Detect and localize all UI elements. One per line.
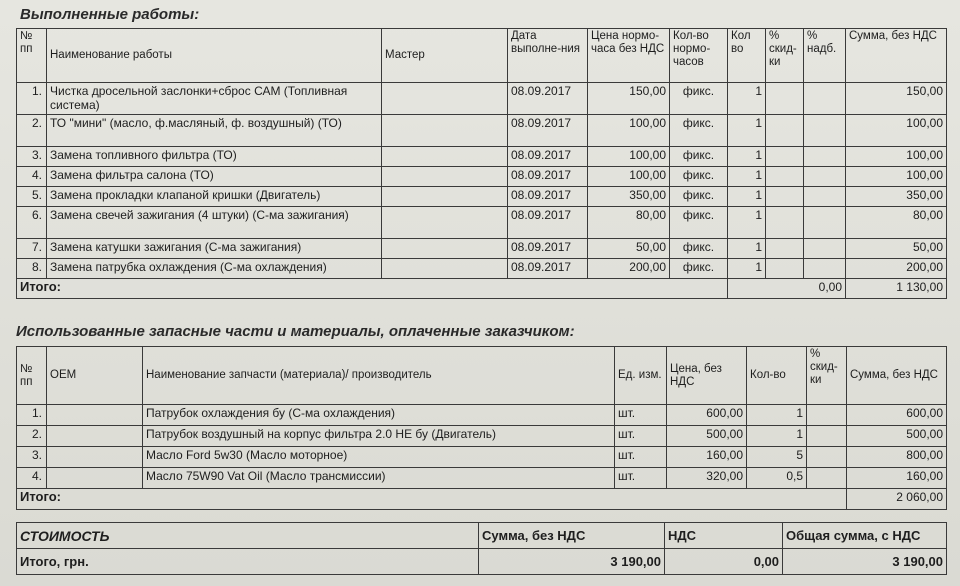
work-sum: 100,00 <box>846 115 947 147</box>
work-name: Замена свечей зажигания (4 штуки) (С-ма зажигания) <box>47 207 382 239</box>
works-table <box>16 28 947 299</box>
work-hours: фикс. <box>670 167 728 187</box>
row-number: 5. <box>17 187 47 207</box>
work-qty: 1 <box>728 147 766 167</box>
work-sum: 150,00 <box>846 83 947 115</box>
part-unit: шт. <box>615 447 667 468</box>
works-header-master: Мастер <box>382 29 508 83</box>
work-date: 08.09.2017 <box>508 239 588 259</box>
work-sum: 100,00 <box>846 147 947 167</box>
work-master <box>382 239 508 259</box>
cost-vat-header: НДС <box>665 523 783 549</box>
parts-total-sum: 2 060,00 <box>847 489 947 510</box>
row-number: 1. <box>17 405 47 426</box>
works-header-qty: Кол во <box>728 29 766 83</box>
part-price: 160,00 <box>667 447 747 468</box>
works-header-date: Дата выполне-ния <box>508 29 588 83</box>
part-qty: 5 <box>747 447 807 468</box>
work-price: 80,00 <box>588 207 670 239</box>
work-disc <box>766 167 804 187</box>
row-number: 3. <box>17 447 47 468</box>
work-sum: 50,00 <box>846 239 947 259</box>
parts-section-title: Использованные запасные части и материалы, оплаченные заказчиком: <box>16 323 575 340</box>
works-total-sum: 1 130,00 <box>846 279 947 299</box>
work-disc <box>766 259 804 279</box>
work-master <box>382 167 508 187</box>
cost-total-value: 3 190,00 <box>783 549 947 575</box>
work-markup <box>804 83 846 115</box>
row-number: 2. <box>17 426 47 447</box>
parts-header-n: № пп <box>17 347 47 405</box>
part-unit: шт. <box>615 426 667 447</box>
parts-header-row <box>17 347 947 405</box>
part-price: 600,00 <box>667 405 747 426</box>
work-hours: фикс. <box>670 147 728 167</box>
work-qty: 1 <box>728 167 766 187</box>
row-number: 4. <box>17 167 47 187</box>
part-disc <box>807 447 847 468</box>
part-disc <box>807 405 847 426</box>
table-row <box>17 426 947 447</box>
table-row <box>17 405 947 426</box>
work-price: 150,00 <box>588 83 670 115</box>
work-disc <box>766 239 804 259</box>
cost-sum-value: 3 190,00 <box>479 549 665 575</box>
work-date: 08.09.2017 <box>508 83 588 115</box>
work-disc <box>766 115 804 147</box>
work-master <box>382 187 508 207</box>
cost-row-label: Итого, грн. <box>17 549 479 575</box>
table-row <box>17 187 947 207</box>
works-header-row <box>17 29 947 83</box>
work-markup <box>804 207 846 239</box>
part-oem <box>47 468 143 489</box>
work-markup <box>804 147 846 167</box>
part-name: Патрубок охлаждения бу (С-ма охлаждения) <box>143 405 615 426</box>
part-qty: 1 <box>747 405 807 426</box>
work-markup <box>804 187 846 207</box>
row-number: 2. <box>17 115 47 147</box>
work-name: Замена прокладки клапаной кришки (Двигатель) <box>47 187 382 207</box>
work-disc <box>766 207 804 239</box>
works-header-sum: Сумма, без НДС <box>846 29 947 83</box>
work-price: 50,00 <box>588 239 670 259</box>
cost-value-row <box>17 549 947 575</box>
work-markup <box>804 239 846 259</box>
row-number: 8. <box>17 259 47 279</box>
work-qty: 1 <box>728 239 766 259</box>
row-number: 1. <box>17 83 47 115</box>
table-row <box>17 115 947 147</box>
works-total-row <box>17 279 947 299</box>
works-header-price: Цена нормо-часа без НДС <box>588 29 670 83</box>
work-name: ТО "мини" (масло, ф.масляный, ф. воздушный) (ТО) <box>47 115 382 147</box>
work-markup <box>804 259 846 279</box>
work-name: Замена катушки зажигания (С-ма зажигания) <box>47 239 382 259</box>
works-header-name: Наименование работы <box>47 29 382 83</box>
parts-header-price: Цена, без НДС <box>667 347 747 405</box>
work-name: Замена патрубка охлаждения (С-ма охлаждения) <box>47 259 382 279</box>
work-price: 350,00 <box>588 187 670 207</box>
works-header-disc: % скид-ки <box>766 29 804 83</box>
part-name: Масло 75W90 Vat Oil (Масло трансмиссии) <box>143 468 615 489</box>
table-row <box>17 207 947 239</box>
parts-header-unit: Ед. изм. <box>615 347 667 405</box>
part-oem <box>47 447 143 468</box>
cost-header-row <box>17 523 947 549</box>
cost-total-header: Общая сумма, с НДС <box>783 523 947 549</box>
part-name: Патрубок воздушный на корпус фильтра 2.0 НЕ бу (Двигатель) <box>143 426 615 447</box>
work-date: 08.09.2017 <box>508 167 588 187</box>
row-number: 3. <box>17 147 47 167</box>
part-sum: 800,00 <box>847 447 947 468</box>
work-qty: 1 <box>728 115 766 147</box>
work-hours: фикс. <box>670 207 728 239</box>
table-row <box>17 239 947 259</box>
part-qty: 1 <box>747 426 807 447</box>
part-oem <box>47 426 143 447</box>
work-markup <box>804 115 846 147</box>
parts-table <box>16 346 947 510</box>
works-section-title: Выполненные работы: <box>20 6 200 23</box>
work-sum: 100,00 <box>846 167 947 187</box>
work-price: 100,00 <box>588 115 670 147</box>
table-row <box>17 447 947 468</box>
work-price: 100,00 <box>588 167 670 187</box>
work-hours: фикс. <box>670 259 728 279</box>
work-sum: 350,00 <box>846 187 947 207</box>
work-qty: 1 <box>728 187 766 207</box>
work-price: 100,00 <box>588 147 670 167</box>
cost-sum-header: Сумма, без НДС <box>479 523 665 549</box>
parts-header-name: Наименование запчасти (материала)/ производитель <box>143 347 615 405</box>
part-name: Масло Ford 5w30 (Масло моторное) <box>143 447 615 468</box>
work-date: 08.09.2017 <box>508 207 588 239</box>
parts-header-sum: Сумма, без НДС <box>847 347 947 405</box>
table-row <box>17 147 947 167</box>
work-date: 08.09.2017 <box>508 259 588 279</box>
work-date: 08.09.2017 <box>508 187 588 207</box>
row-number: 4. <box>17 468 47 489</box>
part-qty: 0,5 <box>747 468 807 489</box>
works-header-n: № пп <box>17 29 47 83</box>
work-master <box>382 207 508 239</box>
works-total-label: Итого: <box>17 279 728 299</box>
work-disc <box>766 147 804 167</box>
part-oem <box>47 405 143 426</box>
work-hours: фикс. <box>670 239 728 259</box>
part-unit: шт. <box>615 405 667 426</box>
work-qty: 1 <box>728 83 766 115</box>
works-header-markup: % надб. <box>804 29 846 83</box>
works-header-hours: Кол-во нормо-часов <box>670 29 728 83</box>
table-row <box>17 167 947 187</box>
cost-vat-value: 0,00 <box>665 549 783 575</box>
parts-header-qty: Кол-во <box>747 347 807 405</box>
work-date: 08.09.2017 <box>508 115 588 147</box>
part-sum: 500,00 <box>847 426 947 447</box>
part-price: 320,00 <box>667 468 747 489</box>
work-price: 200,00 <box>588 259 670 279</box>
row-number: 7. <box>17 239 47 259</box>
work-markup <box>804 167 846 187</box>
work-qty: 1 <box>728 207 766 239</box>
table-row <box>17 83 947 115</box>
work-disc <box>766 187 804 207</box>
part-sum: 600,00 <box>847 405 947 426</box>
work-master <box>382 259 508 279</box>
work-hours: фикс. <box>670 115 728 147</box>
parts-header-oem: OEM <box>47 347 143 405</box>
work-qty: 1 <box>728 259 766 279</box>
cost-label: СТОИМОСТЬ <box>17 523 479 549</box>
table-row <box>17 468 947 489</box>
cost-table <box>16 522 947 575</box>
work-master <box>382 115 508 147</box>
work-sum: 200,00 <box>846 259 947 279</box>
work-name: Замена фильтра салона (ТО) <box>47 167 382 187</box>
parts-header-disc: % скид-ки <box>807 347 847 405</box>
work-master <box>382 147 508 167</box>
work-master <box>382 83 508 115</box>
work-name: Замена топливного фильтра (ТО) <box>47 147 382 167</box>
work-hours: фикс. <box>670 83 728 115</box>
work-sum: 80,00 <box>846 207 947 239</box>
part-disc <box>807 468 847 489</box>
work-name: Чистка дросельной заслонки+сброс САМ (Топливная система) <box>47 83 382 115</box>
part-sum: 160,00 <box>847 468 947 489</box>
parts-total-label: Итого: <box>17 489 847 510</box>
works-total-disc: 0,00 <box>728 279 846 299</box>
work-hours: фикс. <box>670 187 728 207</box>
work-date: 08.09.2017 <box>508 147 588 167</box>
parts-total-row <box>17 489 947 510</box>
row-number: 6. <box>17 207 47 239</box>
table-row <box>17 259 947 279</box>
work-disc <box>766 83 804 115</box>
part-disc <box>807 426 847 447</box>
part-price: 500,00 <box>667 426 747 447</box>
part-unit: шт. <box>615 468 667 489</box>
